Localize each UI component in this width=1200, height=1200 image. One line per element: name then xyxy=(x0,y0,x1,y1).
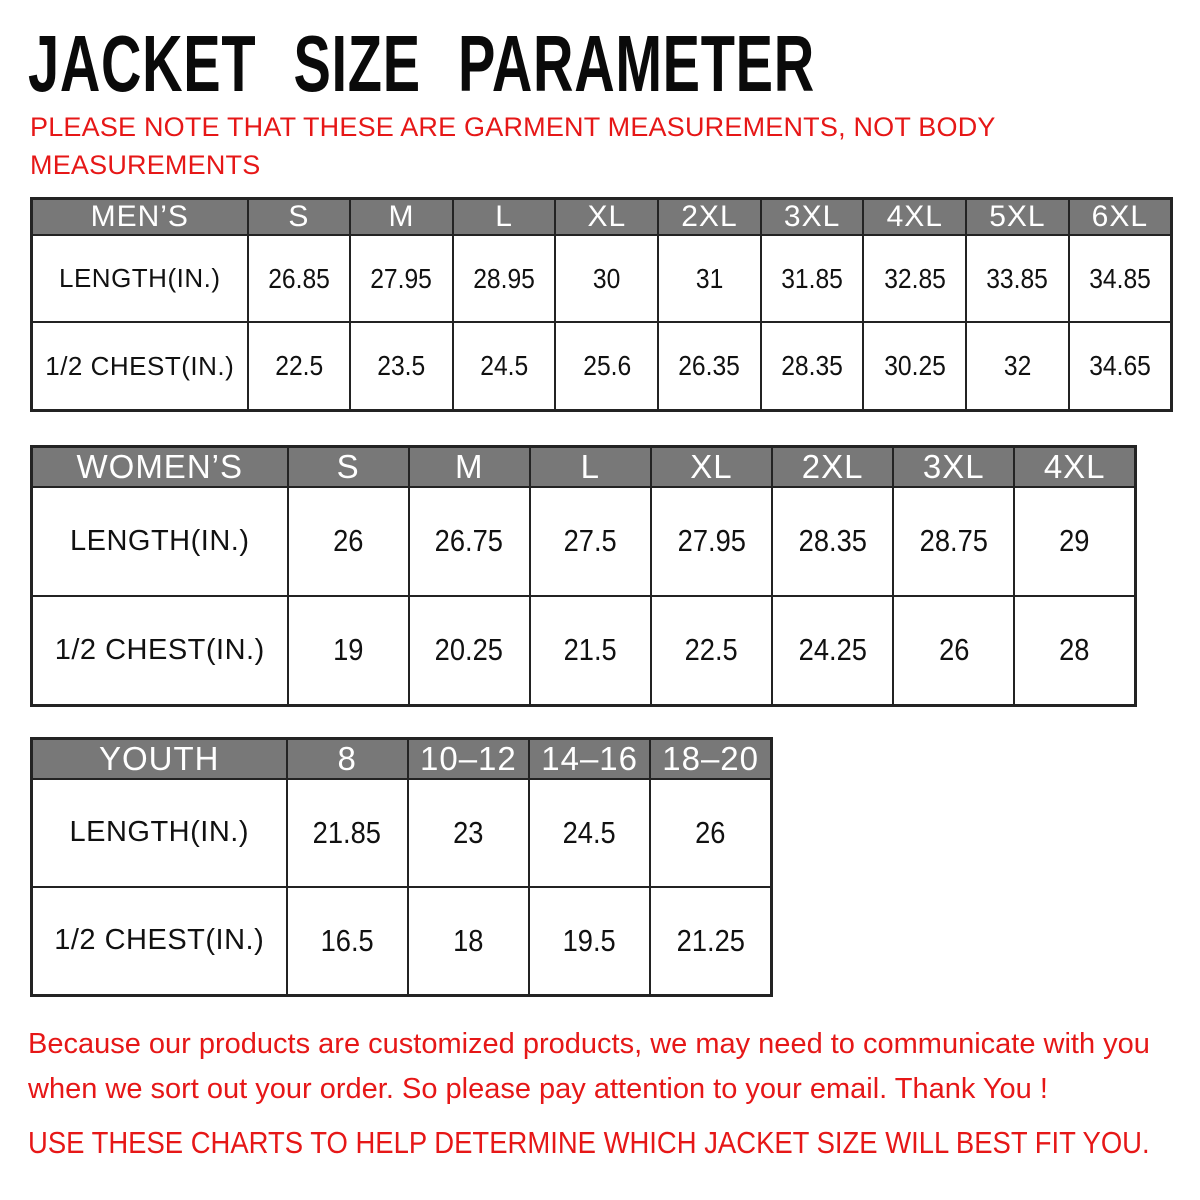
size-header-cell: 2XL xyxy=(772,447,893,488)
size-header-row xyxy=(32,739,772,780)
measurement-value: 26.75 xyxy=(435,523,504,559)
size-header-cell: L xyxy=(530,447,651,488)
measurement-label-cell: 1/2 CHEST(IN.) xyxy=(32,887,287,996)
size-header-cell: 14–16 xyxy=(529,739,650,780)
measurement-value-cell xyxy=(287,887,408,996)
measurement-value: 21.25 xyxy=(676,922,745,958)
size-header-cell: S xyxy=(248,199,351,236)
fit-advice-text: USE THESE CHARTS TO HELP DETERMINE WHICH JACKET SIZE WILL BEST FIT YOU. xyxy=(28,1126,1150,1160)
measurement-value-cell xyxy=(1069,322,1172,410)
measurement-row xyxy=(32,779,772,887)
measurement-value: 26 xyxy=(695,814,726,850)
measurement-value: 24.25 xyxy=(798,632,867,668)
measurement-value-cell xyxy=(966,235,1069,322)
measurement-value: 23 xyxy=(453,814,484,850)
measurement-value-cell xyxy=(1014,487,1135,596)
measurement-value-cell xyxy=(772,487,893,596)
measurement-value-cell xyxy=(893,487,1014,596)
size-header-cell: 8 xyxy=(287,739,408,780)
measurement-label-cell: LENGTH(IN.) xyxy=(32,235,248,322)
measurement-value-cell xyxy=(248,235,351,322)
measurement-row xyxy=(32,887,772,996)
measurement-value: 28.35 xyxy=(798,523,867,559)
measurement-value-cell xyxy=(288,487,409,596)
measurement-value-cell xyxy=(409,596,530,706)
measurement-value-cell xyxy=(408,887,529,996)
measurement-value: 31 xyxy=(695,262,724,294)
fit-advice xyxy=(28,1126,1200,1161)
size-header-cell: 4XL xyxy=(1014,447,1135,488)
size-header-cell: 2XL xyxy=(658,199,761,236)
size-header-cell: 3XL xyxy=(761,199,864,236)
measurement-value: 19.5 xyxy=(563,922,617,958)
size-header-cell: XL xyxy=(555,199,658,236)
measurement-value: 22.5 xyxy=(684,632,739,668)
measurement-value: 27.5 xyxy=(563,523,617,559)
measurement-value-cell xyxy=(772,596,893,706)
mens-size-table xyxy=(30,197,1173,412)
measurement-value-cell xyxy=(529,779,650,887)
measurement-value-cell xyxy=(658,235,761,322)
page-title-text: JACKET SIZE PARAMETER xyxy=(28,19,815,108)
size-header-cell: M xyxy=(409,447,530,488)
size-header-cell: 4XL xyxy=(863,199,966,236)
size-table xyxy=(30,445,1137,707)
measurement-value: 28.75 xyxy=(919,523,988,559)
measurement-value: 24.5 xyxy=(480,350,529,382)
size-header-row xyxy=(32,199,1172,236)
measurement-value-cell xyxy=(453,322,556,410)
size-table xyxy=(30,737,773,997)
measurement-value-cell xyxy=(650,887,771,996)
measurement-value: 32.85 xyxy=(883,262,946,294)
measurement-value: 16.5 xyxy=(320,922,374,958)
size-header-cell: L xyxy=(453,199,556,236)
size-header-cell: 10–12 xyxy=(408,739,529,780)
measurement-value: 26.85 xyxy=(267,262,330,294)
measurement-value-cell xyxy=(650,779,771,887)
measurement-value: 21.85 xyxy=(312,814,382,850)
measurement-value-cell xyxy=(1069,235,1172,322)
measurement-value: 31.85 xyxy=(781,262,843,294)
measurement-value: 28 xyxy=(1059,632,1090,668)
table-title-cell: YOUTH xyxy=(32,739,287,780)
measurement-label-cell: LENGTH(IN.) xyxy=(32,487,288,596)
measurement-value-cell xyxy=(893,596,1014,706)
size-table xyxy=(30,197,1173,412)
measurement-value-cell xyxy=(350,322,453,410)
measurement-value: 18 xyxy=(453,922,484,958)
measurement-value: 30 xyxy=(593,262,621,294)
table-title-cell: MEN’S xyxy=(32,199,248,236)
measurement-value-cell xyxy=(530,596,651,706)
womens-size-table xyxy=(30,445,1137,707)
table-title-cell: WOMEN’S xyxy=(32,447,288,488)
size-header-cell: S xyxy=(288,447,409,488)
measurement-value: 28.35 xyxy=(781,350,843,382)
size-header-row xyxy=(32,447,1136,488)
measurement-value-cell xyxy=(761,322,864,410)
measurement-row xyxy=(32,235,1172,322)
measurement-value: 21.5 xyxy=(563,632,617,668)
measurement-value-cell xyxy=(530,487,651,596)
measurement-value-cell xyxy=(453,235,556,322)
measurement-value-cell xyxy=(408,779,529,887)
measurement-value-cell xyxy=(761,235,864,322)
measurement-value: 20.25 xyxy=(435,632,504,668)
size-header-cell: 3XL xyxy=(893,447,1014,488)
measurement-value-cell xyxy=(651,487,772,596)
youth-size-table xyxy=(30,737,773,997)
measurement-row xyxy=(32,596,1136,706)
size-header-cell: 5XL xyxy=(966,199,1069,236)
size-header-cell: 6XL xyxy=(1069,199,1172,236)
measurement-value-cell xyxy=(658,322,761,410)
measurement-value: 24.5 xyxy=(563,814,617,850)
measurement-value: 22.5 xyxy=(274,350,323,382)
measurement-value: 26 xyxy=(332,523,364,559)
measurement-value: 34.65 xyxy=(1089,350,1151,382)
measurement-value: 33.85 xyxy=(986,262,1049,294)
measurement-value: 27.95 xyxy=(370,262,433,294)
size-header-cell: XL xyxy=(651,447,772,488)
measurement-value-cell xyxy=(287,779,408,887)
measurement-value-cell xyxy=(350,235,453,322)
measurement-value-cell xyxy=(409,487,530,596)
measurement-value: 29 xyxy=(1059,523,1090,559)
measurement-value: 23.5 xyxy=(377,350,426,382)
measurement-value-cell xyxy=(651,596,772,706)
measurement-value: 26 xyxy=(938,632,969,668)
measurement-value-cell xyxy=(863,322,966,410)
measurement-value-cell xyxy=(555,235,658,322)
measurement-value: 26.35 xyxy=(678,350,741,382)
measurement-value: 25.6 xyxy=(582,350,631,382)
customization-note: Because our products are customized products, we may need to communicate with you when we sort out your order. So please pay attention to your email. Thank You ! xyxy=(28,1028,1150,1105)
size-header-cell: M xyxy=(350,199,453,236)
measurement-value: 34.85 xyxy=(1089,262,1151,294)
measurement-value: 30.25 xyxy=(883,350,946,382)
measurement-row xyxy=(32,322,1172,410)
page-title xyxy=(28,19,1152,108)
measurement-value: 28.95 xyxy=(473,262,535,294)
measurement-value-cell xyxy=(248,322,351,410)
measurement-value-cell xyxy=(555,322,658,410)
measurement-label-cell: LENGTH(IN.) xyxy=(32,779,287,887)
measurement-label-cell: 1/2 CHEST(IN.) xyxy=(32,322,248,410)
measurement-value: 19 xyxy=(332,632,364,668)
measurement-value-cell xyxy=(529,887,650,996)
measurement-value-cell xyxy=(288,596,409,706)
measurement-row xyxy=(32,487,1136,596)
measurement-value-cell xyxy=(863,235,966,322)
measurement-label-cell: 1/2 CHEST(IN.) xyxy=(32,596,288,706)
measurement-value-cell xyxy=(1014,596,1135,706)
garment-measurement-note: PLEASE NOTE THAT THESE ARE GARMENT MEASUREMENTS, NOT BODY MEASUREMENTS xyxy=(30,112,996,181)
measurement-value: 27.95 xyxy=(677,523,746,559)
measurement-value: 32 xyxy=(1003,350,1032,382)
measurement-value-cell xyxy=(966,322,1069,410)
size-header-cell: 18–20 xyxy=(650,739,771,780)
